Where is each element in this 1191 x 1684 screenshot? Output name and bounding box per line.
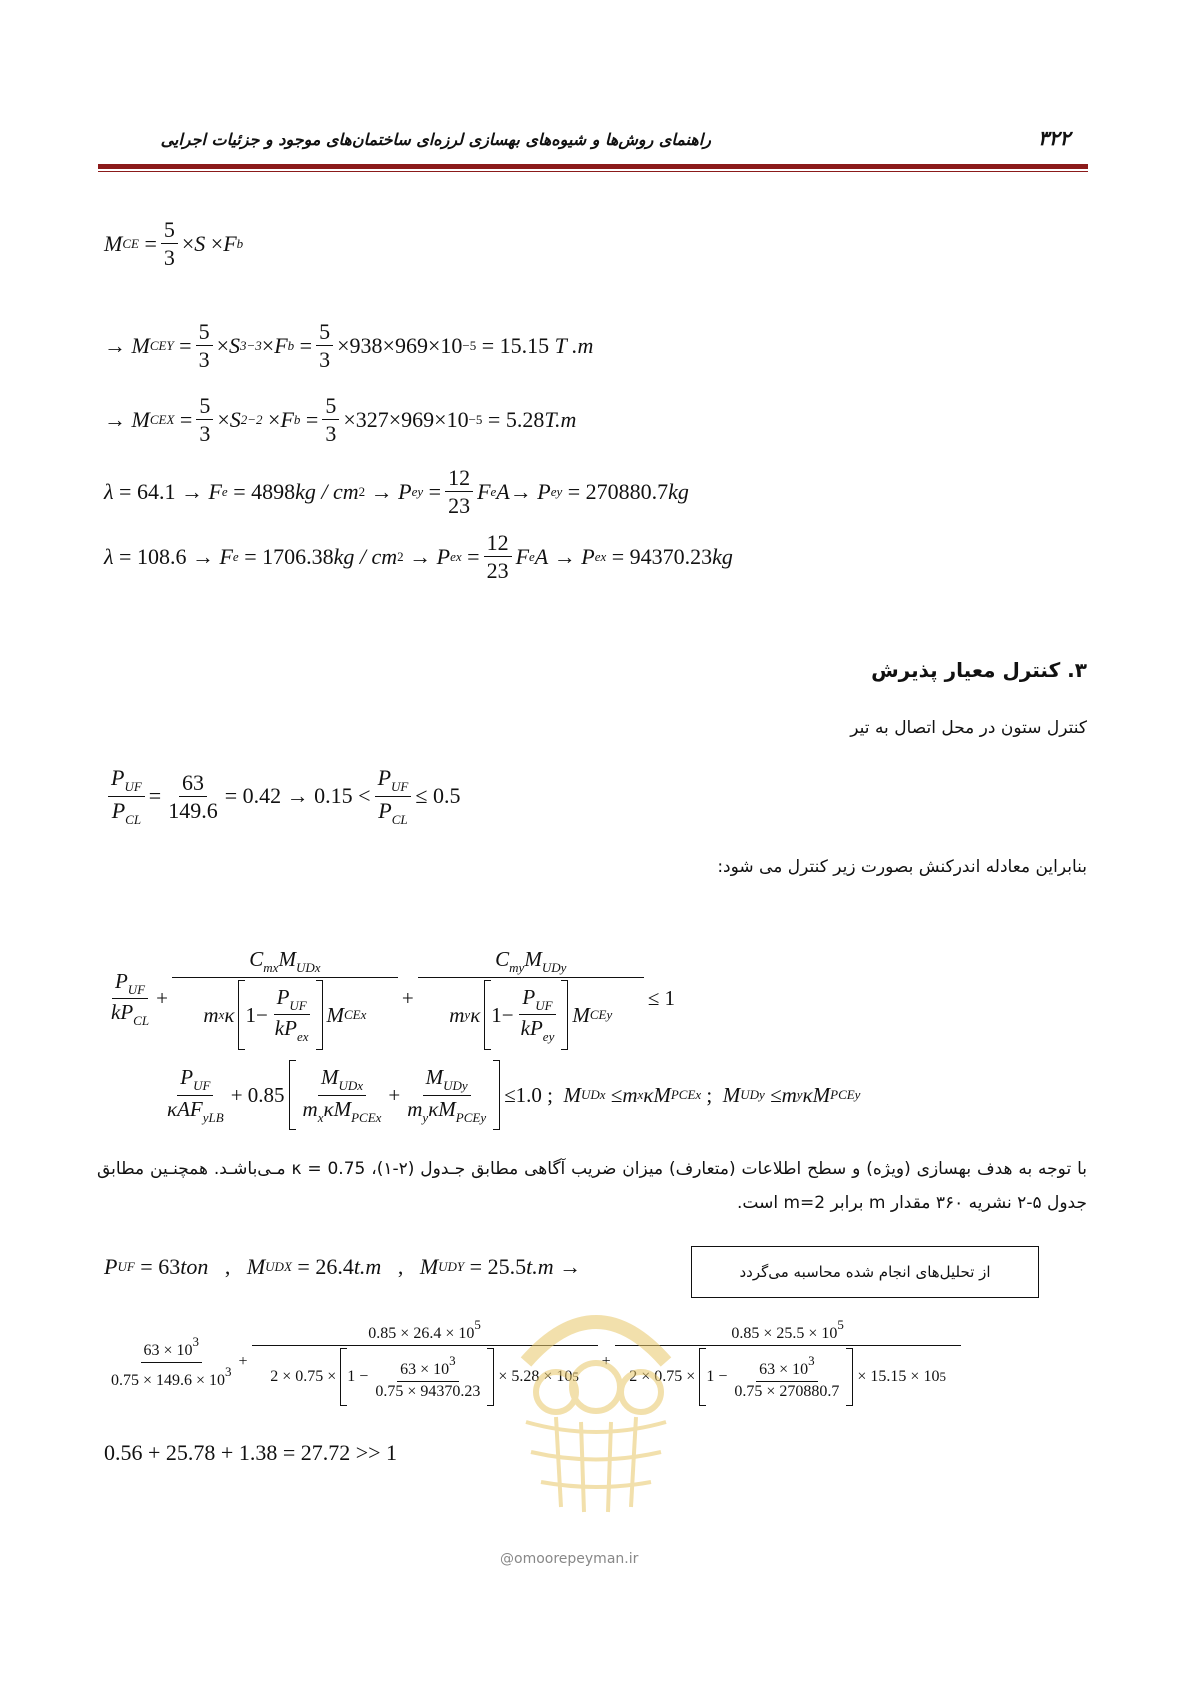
header-rule-thin <box>98 171 1088 172</box>
interaction-note: بنابراین معادله اندرکنش بصورت زیر کنترل می شود: <box>717 857 1087 877</box>
section-subtitle: کنترل ستون در محل اتصال به تیر <box>850 718 1087 738</box>
equation-mce: M CE = $\frac{5}{3}$ × S × F b <box>104 217 244 271</box>
page-number: ۳۲۲ <box>1038 126 1071 150</box>
equation-interaction-1: $\frac{P_{UF}}{kP_{CL}}$ + $C_{mx}M_{UDx}$ m x κ 1− $\frac{P_{UF}}{kP_{ex}}$ M CEx + $C_{my}M_{UDy}$ m y κ 1− $\frac{P_{UF}}{kP_{ey}}$ M CEy ≤ 1 <box>104 948 675 1050</box>
equation-pex: λ = 108.6 → F e = 1706.38 kg / cm 2 → P ex = $\frac{12}{23}$ F e A → P ex = 94370.23 kg <box>104 530 733 584</box>
equation-result: 0.56 + 25.78 + 1.38 = 27.72 >> 1 <box>104 1440 398 1465</box>
equation-pey: λ = 64.1 → F e = 4898 kg / cm 2 → P ey = $\frac{12}{23}$ F e A → P ey = 270880.7 kg <box>104 465 689 519</box>
watermark-site: @omoorepeyman.ir <box>500 1551 639 1567</box>
running-header-title: راهنمای روش‌ها و شیوه‌های بهسازی لرزه‌ای ساختمان‌های موجود و جزئیات اجرایی <box>160 130 711 149</box>
section-heading: ۳. کنترل معیار پذیرش <box>871 658 1087 682</box>
equation-interaction-2: $\frac{P_{UF}}{\kappa AF_{yLB}}$ + 0.85 $\frac{M_{UDx}}{m_x\kappa M_{PCEx}}$ + $\frac{M_{UDy}}{m_y\kappa M_{PCEy}}$ ≤1.0 ; M UDx ≤ m x κM PCEx ; M UDy ≤ m y κM PCEy <box>160 1060 860 1130</box>
equation-mcey: → M CEY = $\frac{5}{3}$ × S 3−3 × F b = $\frac{5}{3}$ × 938 × 969 ×10 −5 = 15.15 T .m <box>104 319 594 373</box>
equation-numeric-check: $\frac{63 \times 10^3}{0.75 \times 149.6 \times 10^3}$ + $0.85 \times 26.4 \times 10^5$ 2 × 0.75 × 1 − $\frac{63 \times 10^3}{0.75 \times 94370.23}$ × 5.28 × 10 5 + $0.85 \times 25.5 \times 10^5$ 2 × 0.75 × 1 − $\frac{63 \times 10^3}{0.75 \times 270880.7}$ × 15.15 × 10 5 <box>104 1318 965 1406</box>
equation-loads: P UF = 63 ton , M UDX = 26.4 t.m , M UDY = 25.5 t.m → <box>104 1254 582 1279</box>
kappa-paragraph: با توجه به هدف بهسازی (ویژه) و سطح اطلاعات (متعارف) میزان ضریب آگاهی مطابق جـدول (۲-۱)، κ = 0.75 مـی‌باشـد. همچنـین مطابق جدول ۵-۲ نشریه ۳۶۰ مقدار m برابر m=2 است. <box>97 1159 1087 1213</box>
equation-mcex: → M CEX = $\frac{5}{3}$ × S 2−2 × F b = $\frac{5}{3}$ × 327 × 969 ×10 −5 = 5.28 T.m <box>104 393 577 447</box>
equation-ratio: $\frac{P_{UF}}{P_{CL}}$ = $\frac{63}{149.6}$ = 0.42 → 0.15 < $\frac{P_{UF}}{P_{CL}}$ ≤ 0.5 <box>104 766 460 826</box>
header-rule <box>98 164 1088 169</box>
watermark-seal <box>496 1292 696 1522</box>
analysis-note-box: از تحلیل‌های انجام شده محاسبه می‌گردد <box>691 1246 1039 1298</box>
